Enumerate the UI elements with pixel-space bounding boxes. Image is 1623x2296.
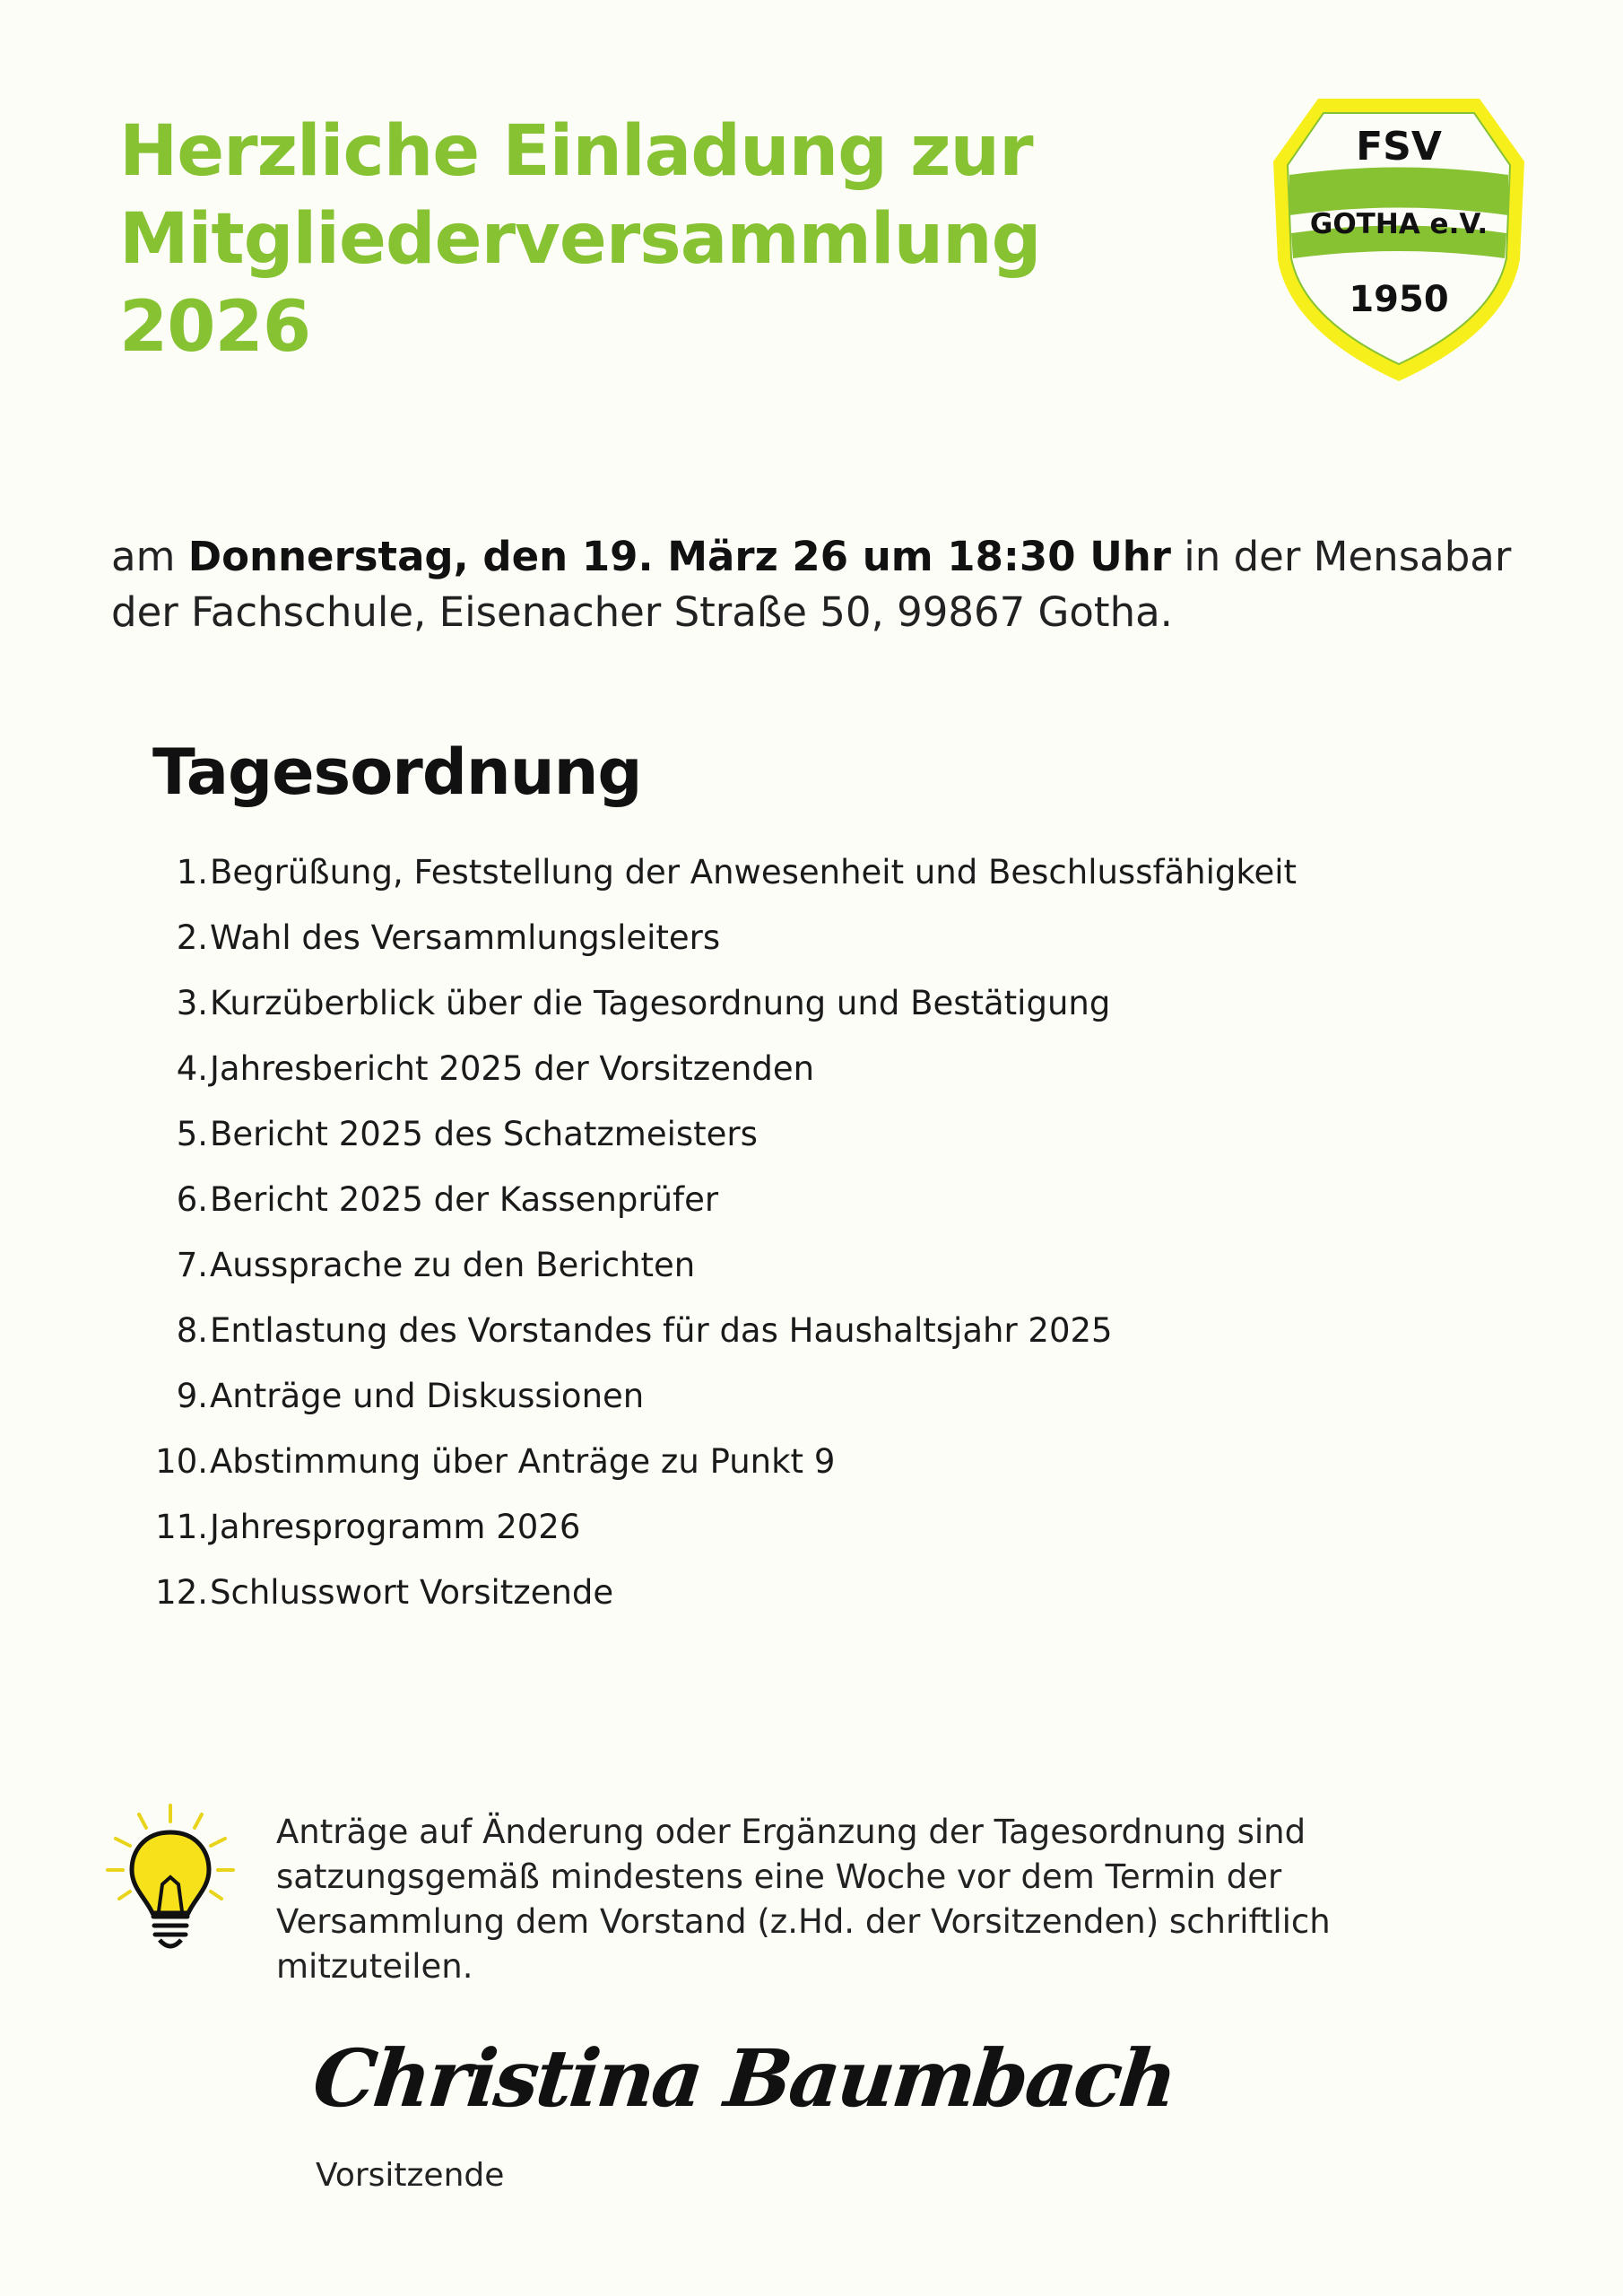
agenda-item-text: Jahresprogramm 2026 bbox=[210, 1508, 581, 1546]
logo-top-text: FSV bbox=[1356, 124, 1442, 170]
logo-bottom-text: 1950 bbox=[1349, 279, 1449, 320]
title-line-1: Herzliche Einladung zur bbox=[119, 111, 1033, 192]
agenda-item-text: Anträge und Diskussionen bbox=[210, 1377, 645, 1415]
agenda-item-text: Begrüßung, Feststellung der Anwesenheit und Beschlussfähigkeit bbox=[210, 853, 1298, 891]
agenda-item bbox=[152, 1568, 1497, 1633]
agenda-item-number: 9. bbox=[176, 1377, 208, 1415]
agenda-item-number: 3. bbox=[176, 984, 208, 1022]
signature-role: Vorsitzende bbox=[316, 2157, 505, 2194]
agenda-item bbox=[152, 848, 1497, 913]
event-intro bbox=[111, 529, 1546, 640]
agenda-item bbox=[152, 1306, 1497, 1371]
title-line-2: Mitgliederversammlung bbox=[119, 199, 1041, 280]
agenda-item-number: 8. bbox=[176, 1311, 208, 1350]
agenda-item-text: Entlastung des Vorstandes für das Haushaltsjahr 2025 bbox=[210, 1311, 1113, 1350]
agenda-item-number: 6. bbox=[176, 1180, 208, 1219]
agenda-item-text: Abstimmung über Anträge zu Punkt 9 bbox=[210, 1442, 836, 1481]
agenda-item-text: Wahl des Versammlungsleiters bbox=[210, 918, 721, 957]
agenda-item-text: Schlusswort Vorsitzende bbox=[210, 1573, 614, 1612]
agenda-item-number: 7. bbox=[176, 1246, 208, 1284]
agenda-item-number: 12. bbox=[155, 1573, 208, 1612]
lightbulb-icon bbox=[103, 1798, 238, 1964]
agenda-item-number: 5. bbox=[176, 1115, 208, 1153]
intro-date-time: Donnerstag, den 19. März 26 um 18:30 Uhr bbox=[187, 533, 1171, 580]
agenda-item-text: Bericht 2025 des Schatzmeisters bbox=[210, 1115, 758, 1153]
agenda-item-number: 2. bbox=[176, 918, 208, 957]
note-text: Anträge auf Änderung oder Ergänzung der Tagesordnung sind satzungsgemäß mindestens eine Woche vor dem Termin der Versammlung dem Vorstand (z.Hd. der Vorsitzenden) schriftlich mitzuteilen. bbox=[276, 1813, 1331, 1986]
intro-location: in der Mensabar der Fachschule, Eisenacher Straße 50, 99867 Gotha. bbox=[111, 533, 1512, 636]
agenda-title: Tagesordnung bbox=[152, 735, 642, 809]
agenda-item bbox=[152, 1044, 1497, 1109]
agenda-item bbox=[152, 1371, 1497, 1437]
agenda-item bbox=[152, 1437, 1497, 1502]
club-logo bbox=[1264, 90, 1533, 386]
agenda-item-text: Aussprache zu den Berichten bbox=[210, 1246, 696, 1284]
agenda-item bbox=[152, 913, 1497, 978]
agenda-item bbox=[152, 1109, 1497, 1175]
agenda-item-text: Kurzüberblick über die Tagesordnung und Bestätigung bbox=[210, 984, 1111, 1022]
signature: Christina Baumbach bbox=[308, 2031, 1180, 2125]
agenda-item-number: 10. bbox=[155, 1442, 208, 1481]
agenda-item-number: 4. bbox=[176, 1049, 208, 1088]
agenda-list bbox=[152, 848, 1497, 1633]
page-title bbox=[119, 108, 1150, 371]
agenda-item-text: Bericht 2025 der Kassenprüfer bbox=[210, 1180, 719, 1219]
agenda-item-number: 1. bbox=[176, 853, 208, 891]
title-line-3: 2026 bbox=[119, 287, 311, 368]
logo-middle-text: GOTHA e.V. bbox=[1309, 208, 1488, 240]
agenda-item bbox=[152, 978, 1497, 1044]
agenda-item bbox=[152, 1502, 1497, 1568]
agenda-item-number: 11. bbox=[155, 1508, 208, 1546]
agenda-item bbox=[152, 1175, 1497, 1240]
intro-prefix: am bbox=[111, 533, 188, 580]
agenda-item bbox=[152, 1240, 1497, 1306]
agenda-item-text: Jahresbericht 2025 der Vorsitzenden bbox=[210, 1049, 815, 1088]
